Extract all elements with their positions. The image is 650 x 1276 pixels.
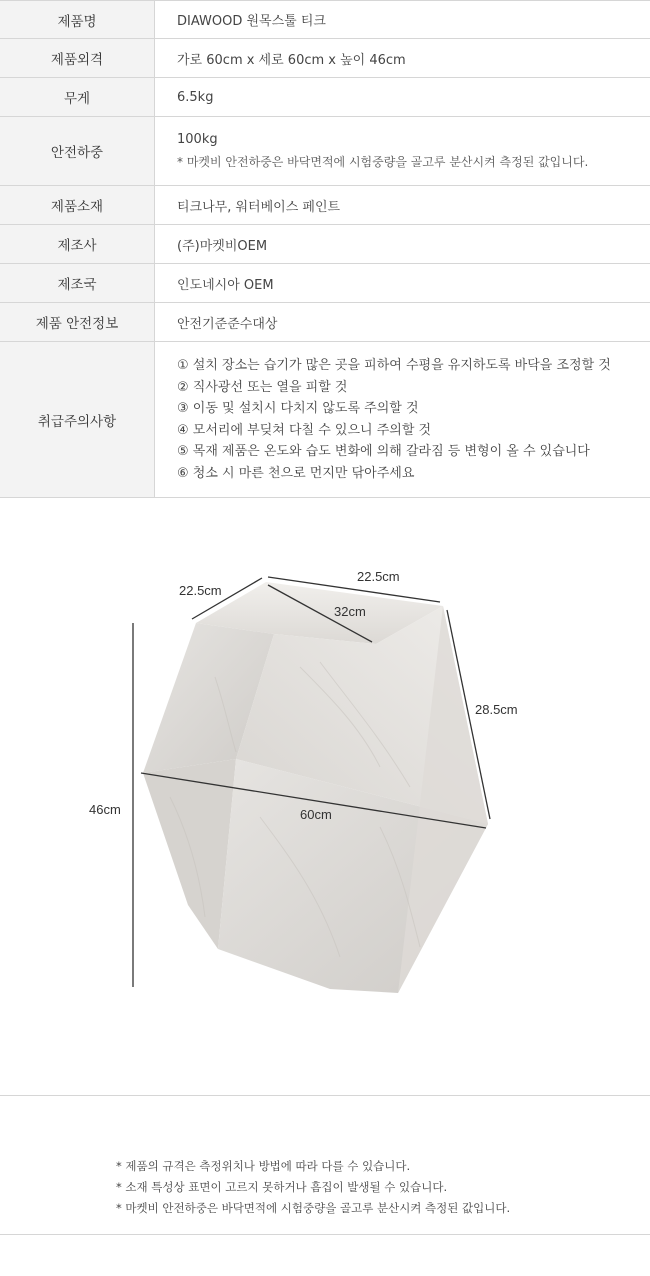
dimension-width-label: 60cm xyxy=(300,807,332,822)
spec-row-manufacturer xyxy=(0,225,650,264)
dimension-side-label: 28.5cm xyxy=(475,702,518,717)
care-item: ④ 모서리에 부딪쳐 다칠 수 있으니 주의할 것 xyxy=(177,422,432,438)
footer-note: * 제품의 규격은 측정위치나 방법에 따라 다를 수 있습니다. xyxy=(116,1159,411,1173)
stool-illustration xyxy=(0,497,650,1095)
spec-label: 제품소재 xyxy=(0,186,155,225)
spec-value: (주)마켓비OEM xyxy=(155,225,650,264)
care-item: ③ 이동 및 설치시 다치지 않도록 주의할 것 xyxy=(177,401,419,416)
care-list xyxy=(177,355,650,484)
dimension-height-label: 46cm xyxy=(89,802,121,817)
spec-row-safety xyxy=(0,303,650,342)
spec-row-weight xyxy=(0,78,650,117)
spec-value: 6.5kg xyxy=(155,78,650,117)
spec-label: 제품 안전정보 xyxy=(0,303,155,342)
spec-value: 티크나무, 워터베이스 페인트 xyxy=(155,186,650,225)
spec-label: 제품명 xyxy=(0,1,155,39)
spec-table xyxy=(0,0,650,498)
spec-label: 안전하중 xyxy=(0,117,155,186)
dimension-top-diagonal-label: 32cm xyxy=(334,604,366,619)
spec-row-care xyxy=(0,342,650,498)
spec-label: 제품외격 xyxy=(0,39,155,78)
spec-label: 제조국 xyxy=(0,264,155,303)
spec-row-name xyxy=(0,1,650,39)
product-dimension-diagram xyxy=(0,497,650,1096)
spec-row-size xyxy=(0,39,650,78)
footer-note: * 마켓비 안전하중은 바닥면적에 시험중량을 골고루 분산시켜 측정된 값입니다. xyxy=(116,1201,511,1215)
spec-label: 제조사 xyxy=(0,225,155,264)
spec-value: 안전기준준수대상 xyxy=(155,303,650,342)
care-item: ① 설치 장소는 습기가 많은 곳을 피하여 수평을 유지하도록 바닥을 조정할 것 xyxy=(177,358,611,373)
care-item: ⑥ 청소 시 마른 천으로 먼지만 닦아주세요 xyxy=(177,465,415,481)
spec-row-country xyxy=(0,264,650,303)
spec-value-block xyxy=(155,117,650,186)
spec-label: 무게 xyxy=(0,78,155,117)
spec-label: 취급주의사항 xyxy=(0,342,155,498)
spec-value: 가로 60cm x 세로 60cm x 높이 46cm xyxy=(155,39,650,78)
bottom-divider xyxy=(0,1234,650,1235)
dimension-top-right-label: 22.5cm xyxy=(357,569,400,584)
spec-value: DIAWOOD 원목스툴 티크 xyxy=(155,1,650,39)
care-cell xyxy=(155,342,650,498)
care-item: ② 직사광선 또는 열을 피할 것 xyxy=(177,379,348,395)
spec-value: 인도네시아 OEM xyxy=(155,264,650,303)
spec-row-load xyxy=(0,117,650,186)
dimension-top-left-label: 22.5cm xyxy=(179,583,222,598)
spec-value: 100kg xyxy=(177,132,218,147)
footer-notes xyxy=(116,1156,510,1219)
footer-note: * 소재 특성상 표면이 고르지 못하거나 흠집이 발생될 수 있습니다. xyxy=(116,1180,448,1194)
spec-row-material xyxy=(0,186,650,225)
care-item: ⑤ 목재 제품은 온도와 습도 변화에 의해 갈라짐 등 변형이 올 수 있습니다 xyxy=(177,444,590,459)
load-note: * 마켓비 안전하중은 바닥면적에 시험중량을 골고루 분산시켜 측정된 값입니다. xyxy=(177,155,589,169)
